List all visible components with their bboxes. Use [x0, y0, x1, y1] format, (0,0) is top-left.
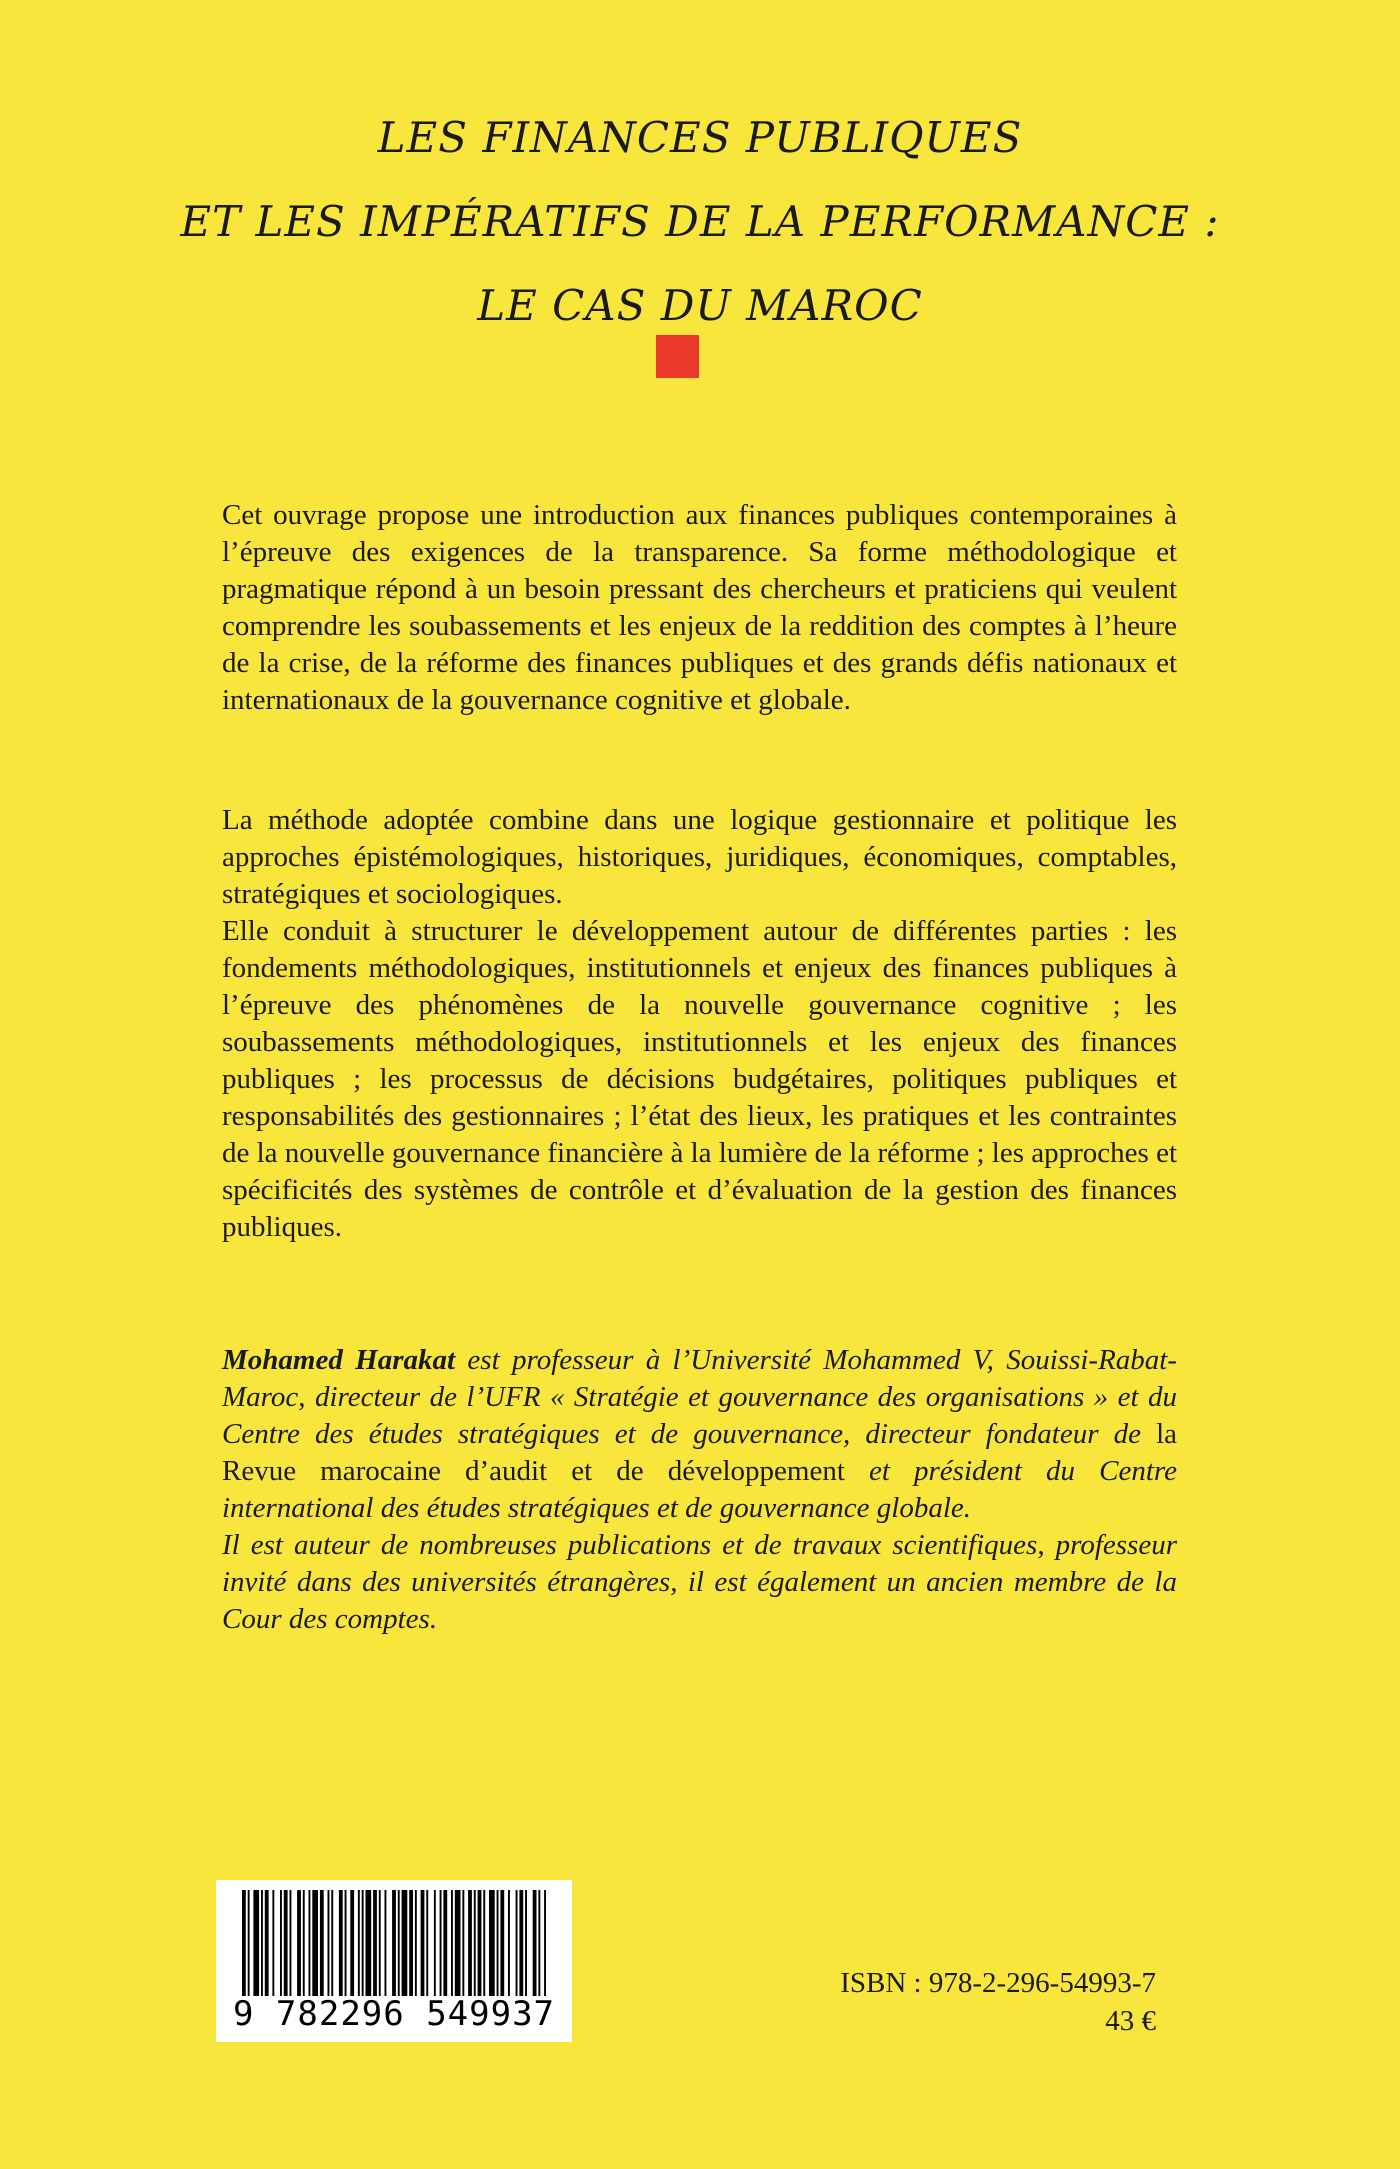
barcode-bar [242, 1890, 246, 1996]
method-section [222, 802, 1177, 1246]
author-bio-paragraph-1 [222, 1342, 1177, 1527]
barcode-bar [402, 1890, 408, 1996]
title-line-2: ET LES IMPÉRATIFS DE LA PERFORMANCE : [180, 197, 1220, 246]
barcode-bar [328, 1890, 330, 1996]
barcode-bar [440, 1890, 442, 1996]
barcode-bar [392, 1890, 396, 1996]
intro-text: Cet ouvrage propose une introduction aux finances publiques contemporaines à l’épreuve des exigences de la transparence. Sa forme méthodologique et pragmatique répond à un besoin pressant des chercheurs et praticiens qui veulent comprendre les soubassements et les enjeux de la reddition des comptes à l’heure de la crise, de la réforme des finances publiques et des grands défis nationaux et internationaux de la gouvernance cognitive et globale. [222, 499, 1177, 716]
barcode-bar [290, 1890, 292, 1996]
method-paragraph-2: Elle conduit à structurer le développement autour de différentes parties : les fondements méthodologiques, institutionnels et enjeux des finances publiques à l’épreuve des phénomènes de la nouvelle gouvernance cognitive ; les soubassements méthodologiques, institutionnels et les enjeux des finances publiques ; les processus de décisions budgétaires, politiques publiques et responsabilités des gestionnaires ; l’état des lieux, les pratiques et les contraintes de la nouvelle gouvernance financière à la lumière de la réforme ; les approches et spécificités des systèmes de contrôle et d’évaluation de la gestion des finances publiques. [222, 915, 1177, 1243]
barcode-bar [468, 1890, 472, 1996]
intro-paragraph [222, 497, 1177, 719]
barcode-bar [345, 1890, 347, 1996]
barcode-bar [331, 1890, 333, 1996]
barcode-bar [508, 1890, 510, 1996]
barcode-bar [358, 1890, 360, 1996]
isbn: ISBN : 978-2-296-54993-7 [840, 1967, 1156, 1999]
title-line-1: LES FINANCES PUBLIQUES [377, 113, 1023, 162]
barcode-bar [483, 1890, 485, 1996]
barcode-bar [248, 1890, 250, 1996]
barcode-bar [280, 1890, 282, 1996]
barcode-bar [265, 1890, 269, 1996]
barcode-bar [398, 1890, 400, 1996]
barcode-bar [373, 1890, 377, 1996]
barcode-bar [409, 1890, 413, 1996]
barcode-bar [385, 1890, 387, 1996]
barcode-bar [320, 1890, 324, 1996]
barcode-bar [497, 1890, 499, 1996]
title-line-3: LE CAS DU MAROC [477, 281, 923, 330]
barcode-bar [538, 1890, 540, 1996]
barcode-bar [421, 1890, 425, 1996]
barcode-bar [533, 1890, 537, 1996]
barcode-bar [519, 1890, 523, 1996]
barcode-bar [253, 1890, 259, 1996]
barcode-bar [339, 1890, 343, 1996]
book-title [0, 96, 1400, 348]
barcode-bar [478, 1890, 482, 1996]
barcode-bar [350, 1890, 354, 1996]
barcode-bar [415, 1890, 417, 1996]
barcode-bar [474, 1890, 476, 1996]
barcode [216, 1880, 572, 2042]
barcode-bar [525, 1890, 527, 1996]
barcode-bar [462, 1890, 464, 1996]
author-bio-part-b: et président du Centre international des études stratégiques et de gouvernance globale. [222, 1455, 1177, 1524]
author-bio [222, 1342, 1177, 1638]
barcode-bar [272, 1890, 274, 1996]
barcode-bar [434, 1890, 436, 1996]
barcode-bar [544, 1890, 546, 1996]
barcode-bar [312, 1890, 318, 1996]
barcode-bar [362, 1890, 364, 1996]
barcode-bar [455, 1890, 461, 1996]
barcode-bar [261, 1890, 263, 1996]
author-bio-paragraph-2: Il est auteur de nombreuses publications et de travaux scientifiques, professeur invité dans des universités étrangères, il est également un ancien membre de la Cour des comptes. [222, 1529, 1177, 1635]
barcode-bar [516, 1890, 518, 1996]
barcode-bar [443, 1890, 447, 1996]
barcode-bar [426, 1890, 428, 1996]
barcode-bar [489, 1890, 495, 1996]
red-square-ornament [656, 335, 699, 378]
barcode-bar [297, 1890, 301, 1996]
journal-name: la Revue marocaine d’audit et de développement [222, 1418, 1177, 1487]
method-paragraph-1: La méthode adoptée combine dans une logique gestionnaire et politique les approches épistémologiques, historiques, juridiques, économiques, comptables, stratégiques et sociologiques. [222, 804, 1177, 910]
barcode-bar [309, 1890, 311, 1996]
barcode-digits: 9 782296 549937 [232, 1994, 556, 2034]
barcode-bar [303, 1890, 305, 1996]
barcode-bar [366, 1890, 372, 1996]
author-name: Mohamed Harakat [222, 1344, 456, 1376]
author-bio-part-a: est professeur à l’Université Mohammed V, Souissi-Rabat-Maroc, directeur de l’UFR « Stratégie et gouvernance des organisations » et du Centre des études stratégiques et de gouvernance, directeur fondateur de [222, 1344, 1177, 1450]
barcode-bar [451, 1890, 453, 1996]
price: 43 € [1105, 2005, 1156, 2037]
barcode-bar [284, 1890, 288, 1996]
barcode-bar [379, 1890, 381, 1996]
barcode-bar [500, 1890, 504, 1996]
